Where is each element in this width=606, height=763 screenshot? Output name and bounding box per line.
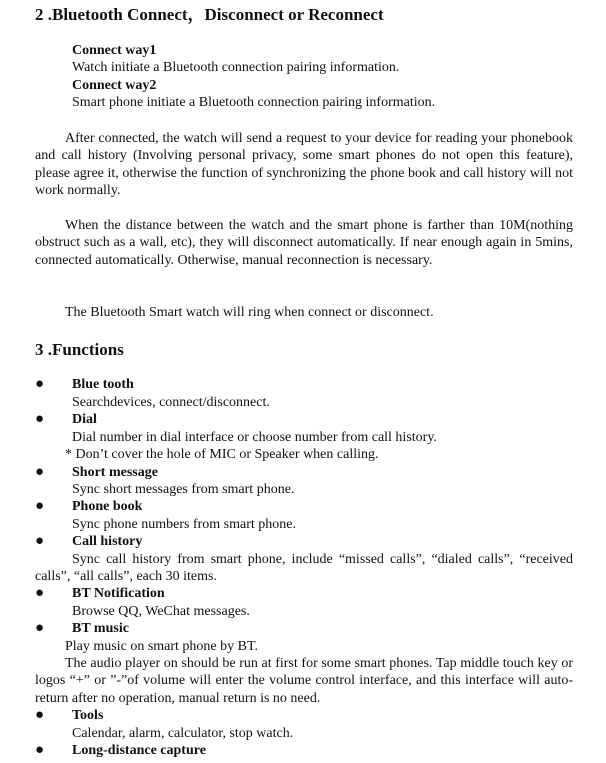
section-2-heading: 2 .Bluetooth Connect，Disconnect or Reconnect [35, 5, 384, 24]
function-title-phone-book: Phone book [72, 499, 143, 514]
section-3-heading: 3 .Functions [35, 340, 124, 359]
function-desc-short-message: Sync short messages from smart phone. [72, 482, 295, 497]
bullet-icon: ● [35, 533, 45, 549]
bullet-icon: ● [35, 707, 45, 723]
function-title-tools: Tools [72, 708, 104, 723]
function-extra-bt-music: The audio player on should be run at first for some smart phones. Tap middle touch key or logos “+” or ”-”of volume will enter the volume control interface, and this interface will auto-return after no operation, manual return is no need. [35, 656, 573, 706]
connect-way2 [72, 77, 435, 112]
paragraph-distance: When the distance between the watch and the smart phone is farther than 10M(nothing obstruct such as a wall, etc), they will disconnect automatically. If near enough again in 5mins, connected automatically. Otherwise, manual reconnection is necessary. [35, 218, 573, 268]
function-title-call-history: Call history [72, 534, 143, 549]
connect-way2-title: Connect way2 [72, 78, 157, 93]
bullet-icon: ● [35, 464, 45, 480]
bullet-icon: ● [35, 585, 45, 601]
connect-way1-title: Connect way1 [72, 43, 157, 58]
function-title-long-distance-capture: Long-distance capture [72, 743, 206, 758]
function-desc-tools: Calendar, alarm, calculator, stop watch. [72, 726, 294, 741]
function-desc-bluetooth: Searchdevices, connect/disconnect. [72, 395, 270, 410]
paragraph-ring: The Bluetooth Smart watch will ring when connect or disconnect. [65, 305, 434, 320]
function-title-bt-music: BT music [72, 621, 129, 636]
bullet-icon: ● [35, 411, 45, 427]
function-title-bt-notification: BT Notification [72, 586, 165, 601]
function-title-dial: Dial [72, 412, 97, 427]
function-title-bluetooth: Blue tooth [72, 377, 134, 392]
function-desc-bt-music: Play music on smart phone by BT. [65, 639, 258, 654]
connect-way1 [72, 42, 399, 77]
bullet-icon: ● [35, 376, 45, 392]
function-title-short-message: Short message [72, 465, 158, 480]
function-desc-phone-book: Sync phone numbers from smart phone. [72, 517, 296, 532]
bullet-icon: ● [35, 620, 45, 636]
function-desc-bt-notification: Browse QQ, WeChat messages. [72, 604, 250, 619]
function-desc-dial: Dial number in dial interface or choose number from call history. [72, 430, 437, 445]
bullet-icon: ● [35, 742, 45, 758]
function-note-dial: * Don’t cover the hole of MIC or Speaker when calling. [65, 447, 379, 462]
connect-way2-desc: Smart phone initiate a Bluetooth connection pairing information. [72, 95, 436, 111]
connect-way1-desc: Watch initiate a Bluetooth connection pairing information. [72, 60, 400, 76]
bullet-icon: ● [35, 498, 45, 514]
function-desc-call-history: Sync call history from smart phone, include “missed calls”, “dialed calls”, “received calls”, “all calls”, each 30 items. [35, 552, 573, 585]
paragraph-after-connected: After connected, the watch will send a request to your device for reading your phonebook and call history (Involving personal privacy, some smart phones do not open this feature), please agree it, otherwise the function of synchronizing the phone book and call history will not work normally. [35, 131, 573, 199]
